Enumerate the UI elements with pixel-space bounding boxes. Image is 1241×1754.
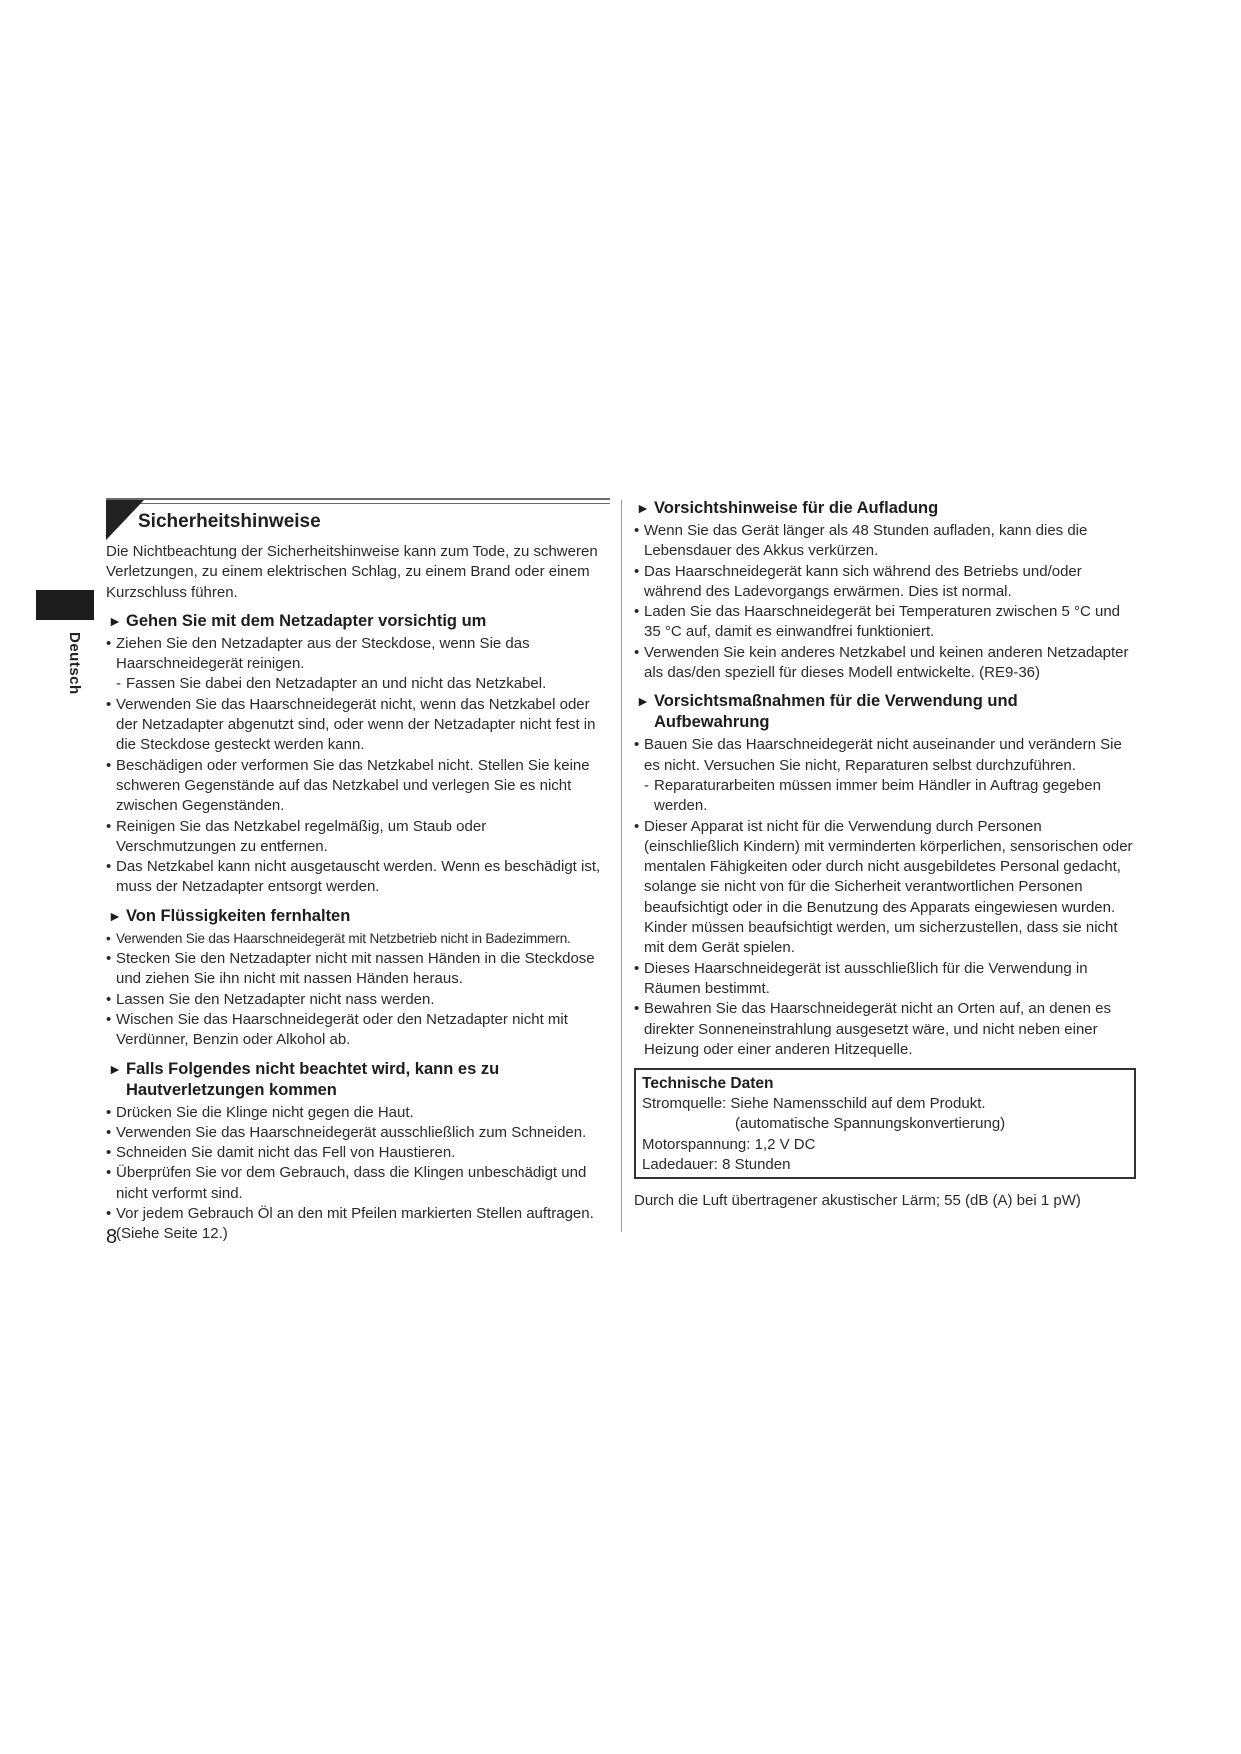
- left-column: [106, 498, 610, 1245]
- list-item: • Dieses Haarschneidegerät ist ausschließlich für die Verwendung in Räumen bestimmt.: [634, 959, 1136, 1000]
- page-number: 8: [106, 1226, 118, 1248]
- page-title: Sicherheitshinweise: [138, 511, 321, 532]
- arrow-right-icon: ►: [108, 907, 122, 924]
- list-item: • Vor jedem Gebrauch Öl an den mit Pfeilen markierten Stellen auftragen. (Siehe Seite 12.): [106, 1204, 610, 1245]
- technical-data-title: Technische Daten: [642, 1075, 774, 1093]
- section-heading: [106, 498, 610, 538]
- heading-rule: [106, 498, 610, 500]
- subheading-skin: ► Falls Folgendes nicht beachtet wird, kann es zu Hautverletzungen kommen: [108, 1059, 500, 1099]
- arrow-right-icon: ►: [636, 500, 650, 516]
- list-item: • Beschädigen oder verformen Sie das Netzkabel nicht. Stellen Sie keine schweren Gegenstände auf das Netzkabel und verlegen Sie es nicht zwischen Gegenständen.: [106, 756, 610, 817]
- right-column: [634, 498, 1136, 1211]
- motor-voltage-row: Motorspannung: 1,2 V DC: [642, 1135, 816, 1153]
- sub-note: - Fassen Sie dabei den Netzadapter an und nicht das Netzkabel.: [116, 674, 610, 694]
- list-item: • Verwenden Sie kein anderes Netzkabel und keinen anderen Netzadapter als das/den speziell für dieses Modell entwickelte. (RE9-36): [634, 643, 1136, 684]
- list-liquids: [106, 929, 610, 1051]
- power-source-note: (automatische Spannungskonvertierung): [735, 1115, 1006, 1133]
- list-item: • Überprüfen Sie vor dem Gebrauch, dass die Klingen unbeschädigt und nicht verformt sind.: [106, 1163, 610, 1204]
- list-item: • Drücken Sie die Klinge nicht gegen die Haut.: [106, 1103, 610, 1123]
- list-item: • Stecken Sie den Netzadapter nicht mit nassen Händen in die Steckdose und ziehen Sie ihn nicht mit nassen Händen heraus.: [106, 949, 610, 990]
- list-item: • Verwenden Sie das Haarschneidegerät ausschließlich zum Schneiden.: [106, 1123, 610, 1143]
- list-item: • Bewahren Sie das Haarschneidegerät nicht an Orten auf, an denen es direkter Sonneneinstrahlung ausgesetzt wäre, und nicht neben einer Heizung oder einer anderen Hitzequelle.: [634, 999, 1136, 1060]
- power-source-row: Stromquelle: Siehe Namensschild auf dem Produkt.: [642, 1095, 986, 1113]
- list-usage-storage: [634, 735, 1136, 1060]
- list-item: • Wenn Sie das Gerät länger als 48 Stunden aufladen, kann dies die Lebensdauer des Akkus verkürzen.: [634, 521, 1136, 562]
- list-item: • Das Haarschneidegerät kann sich während des Betriebs und/oder während des Ladevorgangs erwärmen. Dies ist normal.: [634, 562, 1136, 603]
- list-item: • Lassen Sie den Netzadapter nicht nass werden.: [106, 990, 610, 1010]
- list-item: • Bauen Sie das Haarschneidegerät nicht auseinander und verändern Sie es nicht. Versuchen Sie nicht, Reparaturen selbst durchzuführen. - Reparaturarbeiten müssen immer beim Händler in Auftrag gegeben werden.: [634, 735, 1136, 816]
- sub-note: - Reparaturarbeiten müssen immer beim Händler in Auftrag gegeben werden.: [644, 776, 1136, 817]
- language-label: Deutsch: [66, 632, 83, 695]
- arrow-right-icon: ►: [108, 1060, 122, 1077]
- list-item: • Dieser Apparat ist nicht für die Verwendung durch Personen (einschließlich Kindern) mit verminderten körperlichen, sensorischen oder mentalen Fähigkeiten oder durch nicht ausgebildetes Personal gedacht, solange sie nicht von für die Sicherheit verantwortlichen Personen beaufsichtigt oder in die Benutzung des Apparats eingewiesen wurden. Kinder müssen beaufsichtigt werden, um sicherzustellen, dass sie nicht mit dem Gerät spielen.: [634, 817, 1136, 959]
- language-tab-marker: [36, 590, 94, 620]
- list-item: • Reinigen Sie das Netzkabel regelmäßig, um Staub oder Verschmutzungen zu entfernen.: [106, 817, 610, 858]
- list-item: • Schneiden Sie damit nicht das Fell von Haustieren.: [106, 1143, 610, 1163]
- list-item: • Wischen Sie das Haarschneidegerät oder den Netzadapter nicht mit Verdünner, Benzin oder Alkohol ab.: [106, 1010, 610, 1051]
- list-charging: [634, 521, 1136, 683]
- charging-time-row: Ladedauer: 8 Stunden: [642, 1156, 791, 1174]
- subheading-charging: ► Vorsichtshinweise für die Aufladung: [636, 499, 939, 517]
- subheading-adapter: ► Gehen Sie mit dem Netzadapter vorsichtig um: [108, 611, 487, 630]
- arrow-right-icon: ►: [108, 612, 122, 629]
- intro-paragraph: Die Nichtbeachtung der Sicherheitshinweise kann zum Tode, zu schweren Verletzungen, zu einem elektrischen Schlag, zu einem Brand oder einem Kurzschluss führen.: [106, 543, 598, 601]
- list-item: • Laden Sie das Haarschneidegerät bei Temperaturen zwischen 5 °C und 35 °C auf, damit es einwandfrei funktioniert.: [634, 602, 1136, 643]
- subheading-usage-storage: ► Vorsichtsmaßnahmen für die Verwendung und Aufbewahrung: [636, 692, 1018, 732]
- list-item: • Ziehen Sie den Netzadapter aus der Steckdose, wenn Sie das Haarschneidegerät reinigen. - Fassen Sie dabei den Netzadapter an und nicht das Netzkabel.: [106, 634, 610, 695]
- list-item: • Verwenden Sie das Haarschneidegerät nicht, wenn das Netzkabel oder der Netzadapter abgenutzt sind, oder wenn der Netzadapter nicht fest in die Steckdose gesteckt werden kann.: [106, 695, 610, 756]
- list-skin: [106, 1103, 610, 1245]
- list-item: • Das Netzkabel kann nicht ausgetauscht werden. Wenn es beschädigt ist, muss der Netzadapter entsorgt werden.: [106, 857, 610, 898]
- heading-rule-thin: [134, 503, 610, 504]
- subheading-liquids: ► Von Flüssigkeiten fernhalten: [108, 906, 351, 925]
- list-item: • Verwenden Sie das Haarschneidegerät mit Netzbetrieb nicht in Badezimmern.: [106, 929, 610, 949]
- noise-statement: Durch die Luft übertragener akustischer Lärm; 55 (dB (A) bei 1 pW): [634, 1192, 1081, 1210]
- technical-data-box: [634, 1068, 1136, 1179]
- column-divider: [621, 500, 622, 1232]
- list-adapter: [106, 634, 610, 898]
- arrow-right-icon: ►: [636, 693, 650, 710]
